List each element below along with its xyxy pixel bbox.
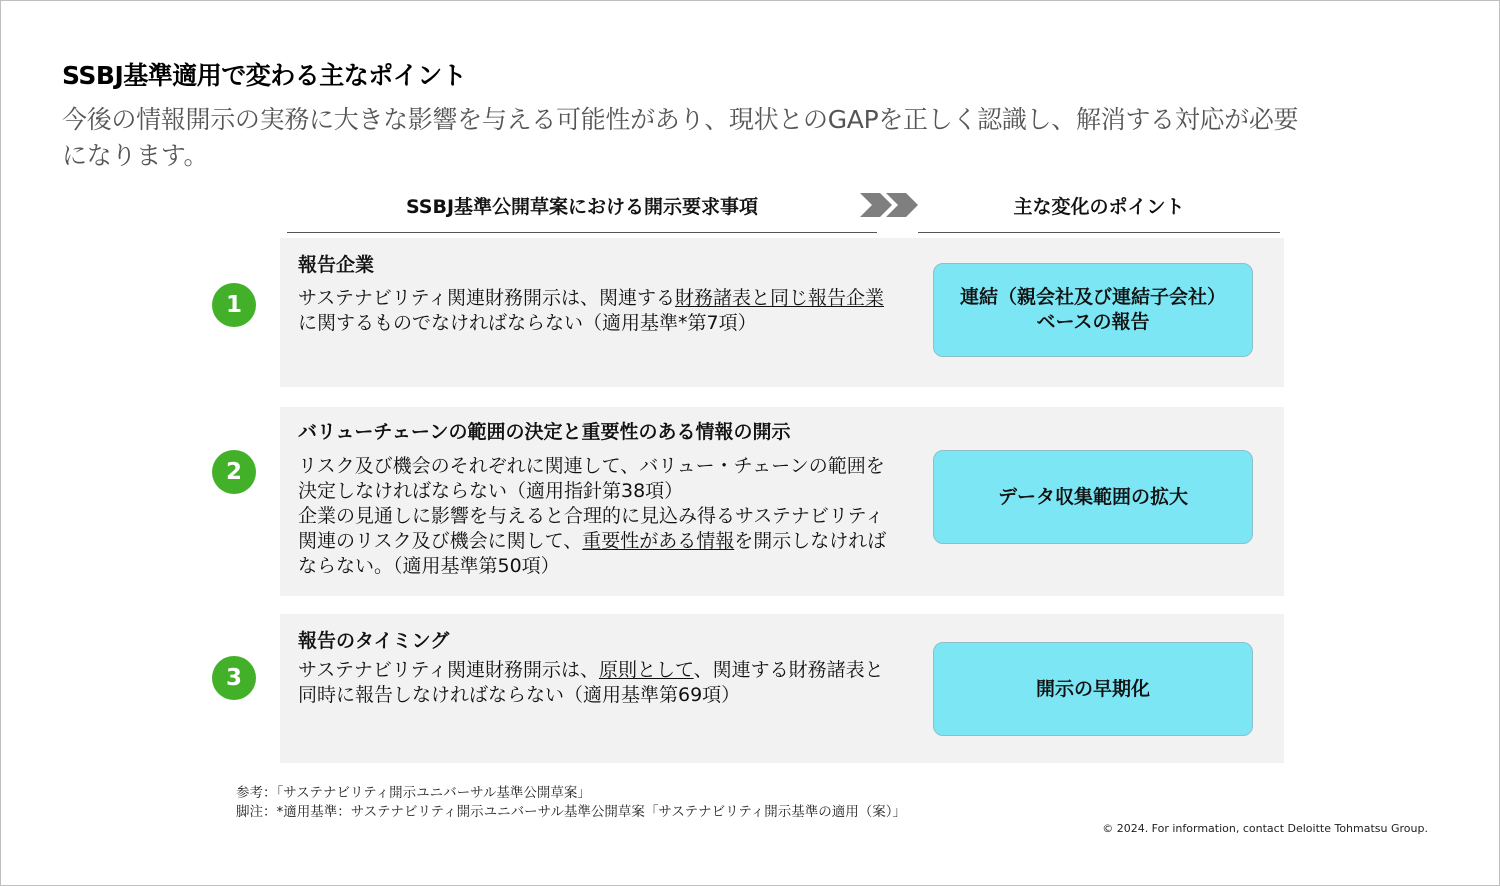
page-title: SSBJ基準適用で変わる主なポイント [62,61,467,90]
body-text-underlined: 原則として [598,659,694,681]
body-text: 企業の見通しに影響を与えると合理的に見込み得るサステナビリティ関連のリスク及び機会に関して、 [298,505,884,552]
body-text: リスク及び機会のそれぞれに関連して、バリュー・チェーンの範囲を決定しなければならない（適用指針第38項） [298,455,885,502]
copyright-text: © 2024. For information, contact Deloitte Tohmatsu Group. [1102,822,1428,835]
change-point-box: 連結（親会社及び連結子会社） ベースの報告 [933,263,1253,357]
requirement-title: 報告のタイミング [298,630,450,652]
step-number-badge: 2 [212,450,256,494]
requirement-body [298,286,888,336]
reference-note: 参考：「サステナビリティ開示ユニバーサル基準公開草案」 [236,785,591,801]
body-text: に関するものでなければならない（適用基準*第7項） [298,312,757,334]
body-text: 、関連する財務諸表と同時に報告しなければならない（適用基準第69項） [298,659,884,706]
requirement-row [280,238,1284,387]
body-text: サステナビリティ関連財務開示は、 [298,659,599,681]
requirement-title: バリューチェーンの範囲の決定と重要性のある情報の開示 [298,421,791,443]
body-text-underlined: 財務諸表と同じ報告企業 [674,287,884,309]
requirement-row [280,614,1284,763]
column-header-requirements: SSBJ基準公開草案における開示要求事項 [287,192,877,233]
requirement-body [298,658,888,708]
step-number-badge: 3 [212,656,256,700]
requirement-title: 報告企業 [298,254,375,276]
body-text: を開示しなければならない。（適用基準第50項） [298,530,887,577]
requirement-body [298,454,888,579]
change-point-box: 開示の早期化 [933,642,1253,736]
footnotes [236,784,906,822]
requirement-row [280,407,1284,596]
body-text-underlined: 重要性がある情報 [582,530,735,552]
change-point-box: データ収集範囲の拡大 [933,450,1253,544]
column-header-change-points: 主な変化のポイント [918,192,1280,233]
footnote: 脚注：*適用基準：サステナビリティ開示ユニバーサル基準公開草案「サステナビリティ開示基準の適用（案）」 [236,804,907,820]
page-subtitle: 今後の情報開示の実務に大きな影響を与える可能性があり、現状とのGAPを正しく認識し、解消する対応が必要になります。 [62,105,1299,170]
body-text: サステナビリティ関連財務開示は、関連する [298,287,675,309]
step-number-badge: 1 [212,283,256,327]
